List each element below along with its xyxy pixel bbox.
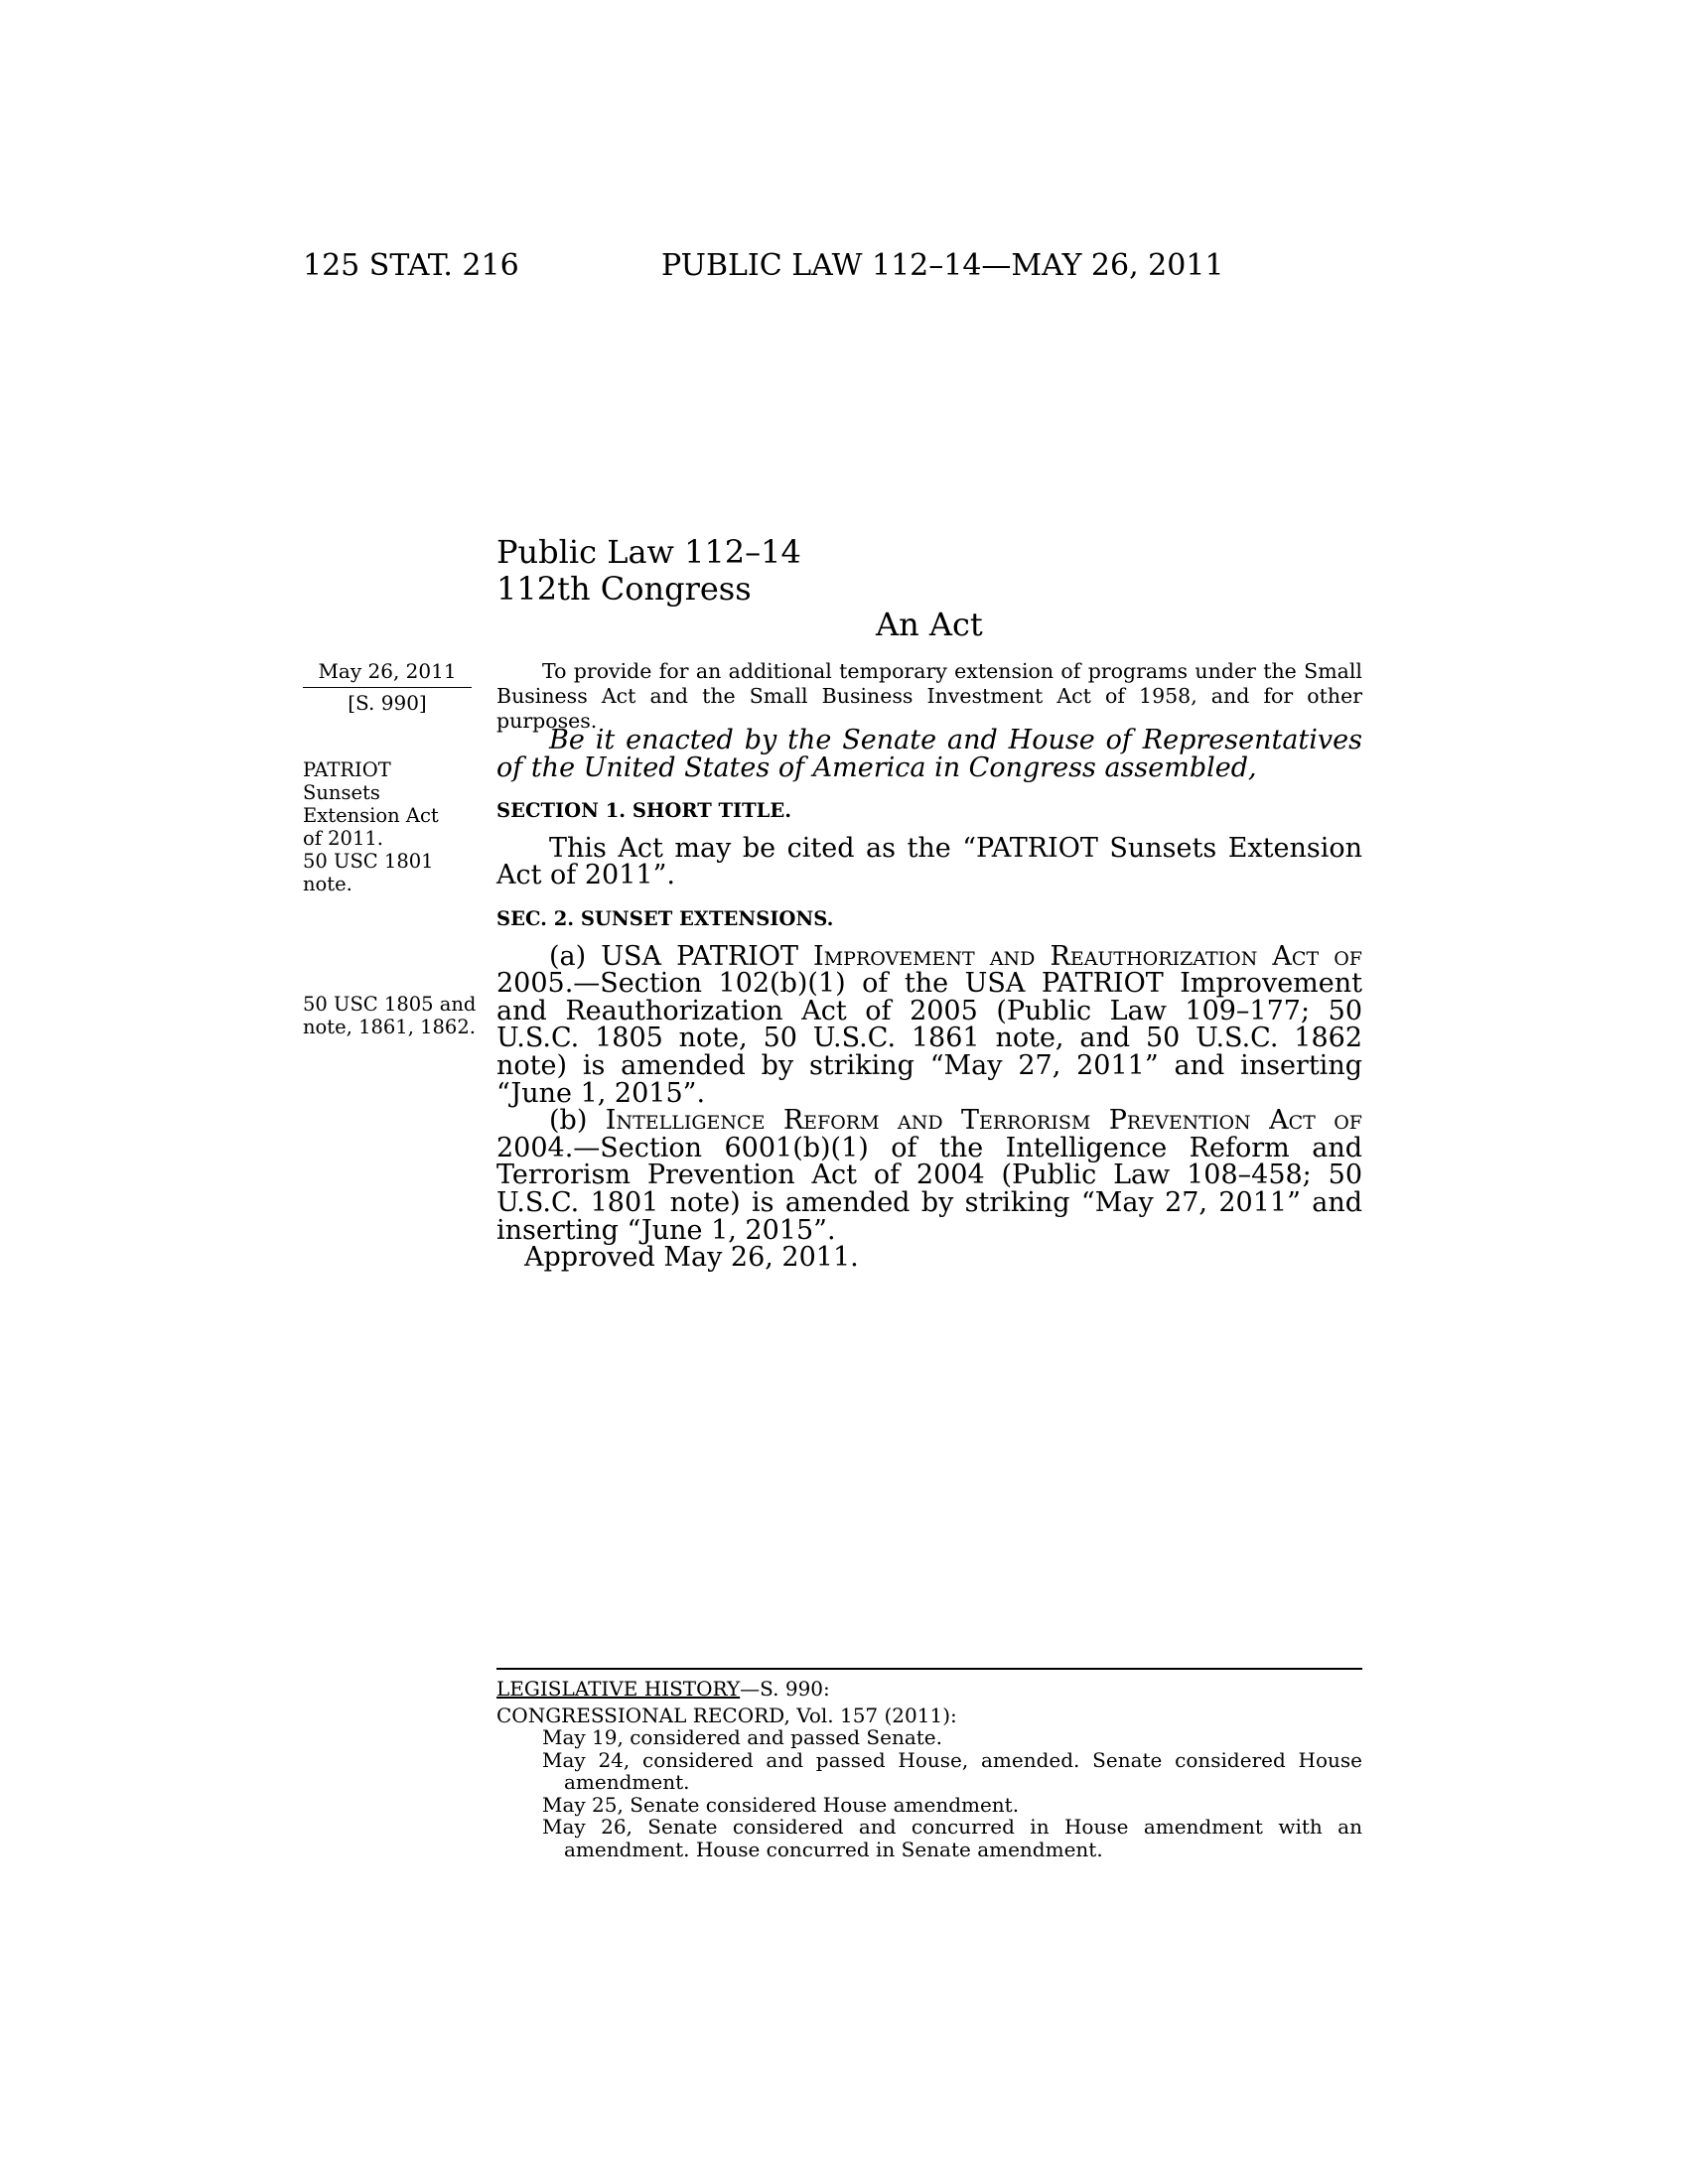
subsection-a-lead: (a) [549,940,587,972]
sidebar-divider [303,687,472,688]
act-label: An Act [876,606,983,643]
enacting-clause: Be it enacted by the Senate and House of Representatives of the United States of America in Congress assembled, [496,725,1362,783]
approval-line: Approved May 26, 2011. [524,1242,859,1273]
margin-note-short-title [303,758,472,895]
margin-note-line: of 2011. [303,827,383,850]
margin-note-line: 50 USC 1801 [303,850,434,873]
margin-note-line: note, 1861, 1862. [303,1016,476,1038]
enactment-date: May 26, 2011 [318,659,457,683]
subsection-b-caption: Intelligence Reform and Terrorism Prevention Act of 2004 [496,1105,1362,1163]
running-title: PUBLIC LAW 112–14—MAY 26, 2011 [661,248,1224,283]
legislative-history-bill: —S. 990: [740,1677,830,1701]
section-1-heading: SECTION 1. SHORT TITLE. [496,799,792,823]
public-law-number: Public Law 112–14 [496,533,801,571]
history-entry: May 26, Senate considered and concurred in House amendment with an amendment. House concurred in Senate amendment. [542,1815,1362,1861]
section-1-text: This Act may be cited as the “PATRIOT Sunsets Extension Act of 2011”. [496,832,1362,891]
subsection-a [496,940,1362,1109]
margin-note-line: Sunsets [303,781,380,804]
margin-note-line: 50 USC 1805 and [303,993,477,1016]
subsection-b-text: .—Section 6001(b)(1) of the Intelligence Reform and Terrorism Prevention Act of 2004 (Public Law 108–458; 50 U.S.C. 1801 note) is amended by striking “May 27, 2011” and inserting “June 1, 2015”. [496,1132,1362,1246]
congressional-record: CONGRESSIONAL RECORD, Vol. 157 (2011): [496,1703,957,1727]
margin-note-line: PATRIOT [303,758,391,781]
history-entry: May 24, considered and passed House, amended. Senate considered House amendment. [542,1747,1362,1794]
subsection-a-caption: USA PATRIOT Improvement and Reauthorization Act of 2005 [496,940,1362,1000]
history-entry: May 25, Senate considered House amendment. [542,1792,1020,1817]
act-body [496,727,1362,1244]
title-block [496,534,801,608]
margin-note-line: note. [303,873,352,895]
subsection-b-lead: (b) [549,1105,588,1137]
history-entry: May 19, considered and passed Senate. [542,1725,942,1749]
legislative-history [496,1678,1362,1860]
subsection-b [496,1107,1362,1244]
footnote-rule [496,1668,1362,1670]
congress-number: 112th Congress [496,570,752,608]
bill-number: [S. 990] [348,691,427,715]
margin-note-line: Extension Act [303,804,439,827]
section-2-heading: SEC. 2. SUNSET EXTENSIONS. [496,906,834,930]
margin-note-sunset [303,993,477,1038]
legislative-history-label: LEGISLATIVE HISTORY [496,1677,741,1701]
legislative-history-title [496,1678,1362,1701]
stat-reference: 125 STAT. 216 [303,248,519,283]
purpose-clause: To provide for an additional temporary extension of programs under the Small Business Act and the Small Business Investment Act of 1958, and for other purposes. [496,659,1362,733]
subsection-a-text: .—Section 102(b)(1) of the USA PATRIOT Improvement and Reauthorization Act of 2005 (Public Law 109–177; 50 U.S.C. 1805 note, 50 U.S.C. 1861 note, and 50 U.S.C. 1862 note) is amended by striking “May 27, 2011” and inserting “June 1, 2015”. [496,968,1362,1109]
